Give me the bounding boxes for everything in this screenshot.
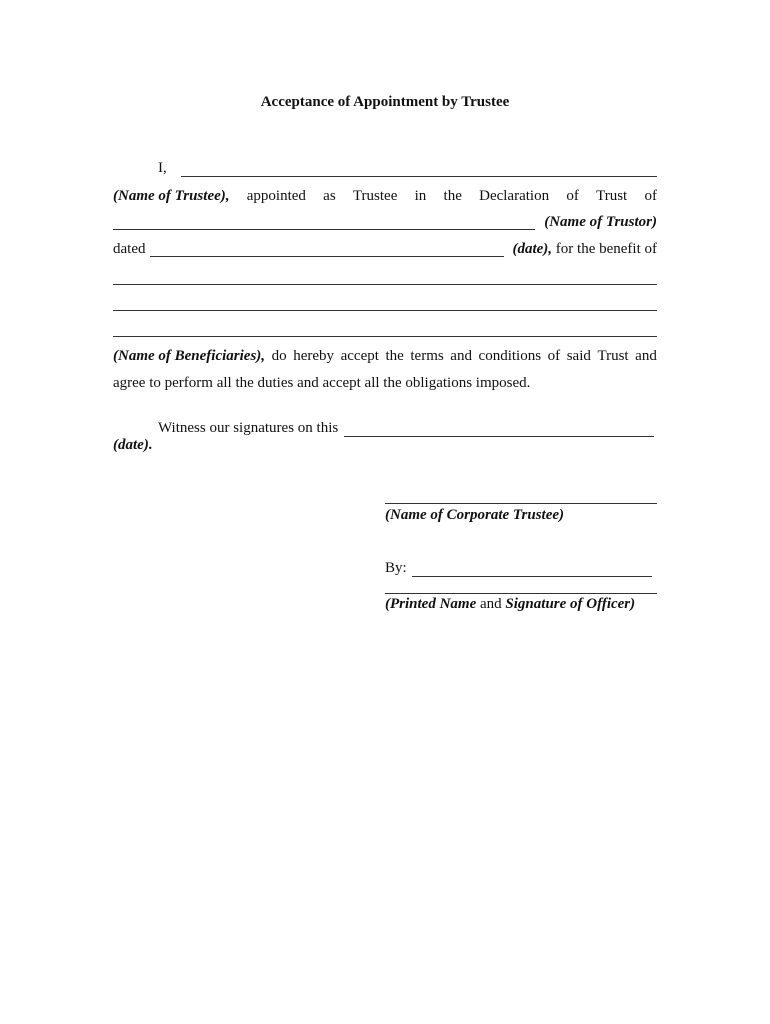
row2-word: of [644, 188, 657, 204]
trustor-name-line[interactable] [113, 229, 535, 230]
row2-word: of [566, 188, 579, 204]
p2-word: accept [340, 348, 379, 364]
document-title: Acceptance of Appointment by Trustee [260, 94, 510, 110]
by-signature-line[interactable] [412, 576, 652, 577]
i-label: I, [158, 160, 167, 176]
p2-word: conditions [478, 348, 542, 364]
p2-word: terms [410, 348, 444, 364]
row2-word: Declaration [479, 188, 550, 204]
date-label: (date), [512, 241, 553, 257]
by-label: By: [385, 560, 407, 576]
printed-name-signature-label [385, 596, 635, 613]
signature-officer-label: Signature of Officer) [505, 596, 636, 612]
p2-word: hereby [293, 348, 335, 364]
p2-word: of [547, 348, 561, 364]
benefit-text: for the benefit of [555, 241, 657, 257]
paragraph1-row2 [113, 188, 657, 205]
paragraph2-row2: agree to perform all the duties and accept all the obligations imposed. [113, 375, 531, 391]
and-text: and [480, 596, 502, 612]
p2-word: Trust [597, 348, 629, 364]
witness-date-line[interactable] [344, 436, 654, 437]
witness-date-label: (date). [113, 437, 153, 453]
corporate-trustee-line[interactable] [385, 503, 657, 504]
row2-word: the [443, 188, 462, 204]
witness-text: Witness our signatures on this [158, 420, 339, 436]
row2-word: appointed [246, 188, 306, 204]
corporate-trustee-label: (Name of Corporate Trustee) [385, 507, 565, 523]
date-benefit-text [512, 241, 657, 258]
p2-word: do [271, 348, 287, 364]
beneficiary-line-3[interactable] [113, 336, 657, 337]
name-of-trustee-label: (Name of Trustee), [113, 188, 230, 204]
row2-word: Trustee [352, 188, 398, 204]
dated-label: dated [113, 241, 146, 257]
paragraph2-row1 [113, 348, 657, 365]
row2-word: as [323, 188, 336, 204]
printed-name-label: (Printed Name [385, 596, 477, 612]
row2-word: in [414, 188, 427, 204]
p2-word: the [385, 348, 404, 364]
trustee-name-line[interactable] [181, 176, 657, 177]
beneficiary-line-1[interactable] [113, 284, 657, 285]
p2-word: said [566, 348, 591, 364]
beneficiary-line-2[interactable] [113, 310, 657, 311]
printed-name-line[interactable] [385, 593, 657, 594]
name-of-trustor-label: (Name of Trustor) [544, 214, 657, 230]
name-of-beneficiaries-label: (Name of Beneficiaries), [113, 348, 266, 364]
row2-word: Trust [596, 188, 628, 204]
p2-word: and [635, 348, 657, 364]
dated-line[interactable] [150, 256, 504, 257]
p2-word: and [450, 348, 472, 364]
